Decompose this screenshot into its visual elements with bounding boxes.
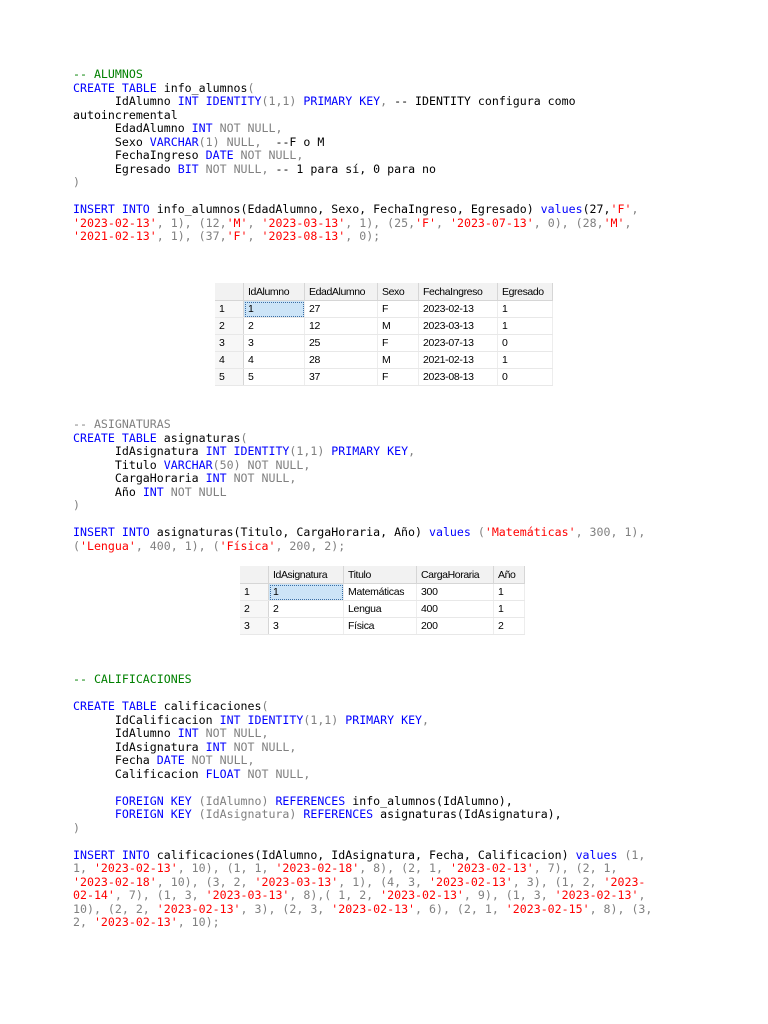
sql-column-name: IdAlumno <box>114 726 178 740</box>
sql-string: 'Física' <box>219 538 276 553</box>
sql-type: INT <box>142 484 164 499</box>
sql-values: , 8), (3, <box>589 901 653 916</box>
sql-null: NOT NULL, <box>198 161 269 176</box>
sql-values: (1, <box>624 847 646 862</box>
sql-keyword: INSERT INTO <box>73 525 150 539</box>
sql-punct: , <box>638 888 646 902</box>
sql-column-name: Calificacion <box>114 766 206 781</box>
sql-column-name: Sexo <box>114 134 150 149</box>
sql-string: '2023-02-13' <box>554 888 639 902</box>
grid-cell[interactable]: F <box>378 335 419 352</box>
grid-cell[interactable]: 0 <box>498 335 553 352</box>
sql-paren: ( <box>477 525 485 539</box>
sql-punct: , <box>436 215 450 230</box>
sql-values: , 3), (1, 2, <box>512 874 604 889</box>
grid-cell[interactable]: 1 <box>498 301 553 318</box>
sql-punct: , <box>247 215 262 230</box>
sql-values: , 0), (28, <box>533 215 604 230</box>
sql-string: '2021-02-13' <box>73 229 157 243</box>
sql-args: (50) <box>212 457 241 472</box>
sql-string: '2023-02-13' <box>449 861 534 875</box>
grid-cell[interactable]: 5 <box>244 369 305 386</box>
table-row[interactable] <box>215 335 553 352</box>
sql-column-name: EdadAlumno <box>114 121 192 135</box>
sql-fk-column: (IdAlumno) <box>191 793 276 808</box>
grid-cell[interactable]: 1 <box>494 601 525 618</box>
sql-values: , 7), (2, 1, <box>533 861 618 875</box>
grid-cell[interactable]: 2023-08-13 <box>419 369 498 386</box>
sql-type: INT <box>191 121 213 135</box>
sql-string: '2023-02-13' <box>156 901 241 916</box>
sql-values: 10), (2, 2, <box>73 901 157 916</box>
sql-null: NOT NULL <box>163 484 227 499</box>
sql-values: , 400, 1), ( <box>135 538 220 553</box>
sql-type: DATE <box>156 753 185 767</box>
sql-args: (1,1) <box>261 94 297 108</box>
sql-column-name: CargaHoraria <box>114 471 206 485</box>
sql-string: '2023-02-18' <box>73 874 157 889</box>
sql-values: , 8),( 1, 2, <box>289 888 381 902</box>
sql-column-name: Fecha <box>114 753 157 767</box>
sql-string: '2023-03-13' <box>261 215 346 230</box>
sql-keyword: values <box>575 847 618 862</box>
sql-column-name: FechaIngreso <box>114 148 206 162</box>
sql-null: NOT NULL, <box>233 148 304 162</box>
grid-cell[interactable]: 2 <box>494 618 525 635</box>
sql-null: NOT NULL, <box>226 471 297 485</box>
sql-type: INT <box>205 471 227 485</box>
row-number[interactable]: 1 <box>240 584 269 601</box>
sql-comment-text: -- IDENTITY configura como <box>387 94 576 108</box>
row-number[interactable]: 3 <box>240 618 269 635</box>
sql-paren: ( <box>247 80 255 95</box>
sql-string: '2023-02-18' <box>275 861 360 875</box>
sql-punct: , <box>408 444 416 458</box>
grid-cell[interactable]: 2 <box>244 318 305 335</box>
sql-string: '2023-02-13' <box>380 888 464 902</box>
sql-paren: ( <box>261 699 269 713</box>
sql-args: (1,1) <box>289 444 325 458</box>
grid-cell[interactable]: 0 <box>498 369 553 386</box>
sql-string: 'M' <box>603 215 625 230</box>
grid-cell[interactable]: 3 <box>269 618 344 635</box>
grid-corner <box>240 566 269 584</box>
row-number[interactable]: 3 <box>215 335 244 352</box>
grid-header-cell[interactable]: IdAlumno <box>244 283 305 301</box>
sql-type: BIT <box>177 161 199 176</box>
sql-column-name: IdAsignatura <box>114 739 206 754</box>
sql-args: (1) <box>198 134 220 149</box>
row-number[interactable]: 1 <box>215 301 244 318</box>
sql-string: '2023-03-13' <box>254 874 339 889</box>
sql-values: , 3), (2, 3, <box>240 901 332 916</box>
sql-keyword: PRIMARY KEY <box>338 712 423 727</box>
grid-cell[interactable]: Lengua <box>344 601 417 618</box>
sql-args: (1,1) <box>303 712 339 727</box>
grid-cell[interactable]: 27 <box>305 301 378 318</box>
sql-column-name: IdAsignatura <box>114 444 206 458</box>
grid-header-row <box>240 566 525 584</box>
sql-paren: ( <box>240 430 248 445</box>
sql-string: '2023-08-13' <box>261 229 346 243</box>
grid-header-cell[interactable]: Sexo <box>378 283 419 301</box>
grid-cell[interactable]: 2023-02-13 <box>419 301 498 318</box>
table-row[interactable] <box>215 369 553 386</box>
grid-cell[interactable]: M <box>378 352 419 369</box>
sql-string: '2023-03-13' <box>205 888 290 902</box>
sql-values: , 200, 2); <box>275 538 346 553</box>
sql-null: NOT NULL, <box>198 726 269 740</box>
sql-punct: , <box>624 215 632 230</box>
sql-string: '2023- <box>603 874 646 889</box>
sql-comment: -- ALUMNOS <box>73 67 143 81</box>
sql-column-name: IdAlumno <box>114 94 178 108</box>
sql-punct: , <box>380 94 388 108</box>
sql-null: NULL, <box>219 134 262 149</box>
sql-keyword: REFERENCES <box>275 793 346 808</box>
sql-keyword: PRIMARY KEY <box>324 444 409 458</box>
grid-cell[interactable]: 28 <box>305 352 378 369</box>
sql-values: , 1), (37, <box>156 229 227 243</box>
sql-comment: -- ASIGNATURAS <box>73 417 171 431</box>
grid-cell[interactable]: 3 <box>244 335 305 352</box>
sql-punct: , <box>631 202 639 216</box>
sql-asignaturas-block <box>73 418 645 553</box>
sql-keyword: INSERT INTO <box>73 202 150 216</box>
grid-cell[interactable]: 2023-03-13 <box>419 318 498 335</box>
table-row[interactable] <box>240 584 525 601</box>
grid-header-cell[interactable]: IdAsignatura <box>269 566 344 584</box>
sql-values: , 1), (12, <box>156 215 227 230</box>
sql-type: FLOAT <box>205 766 241 781</box>
sql-string: 'F' <box>415 215 437 230</box>
grid-header-cell[interactable]: EdadAlumno <box>305 283 378 301</box>
sql-paren: ( <box>73 538 80 553</box>
row-number[interactable]: 5 <box>215 369 244 386</box>
row-number[interactable]: 2 <box>215 318 244 335</box>
sql-keyword: CREATE TABLE <box>73 699 157 713</box>
sql-string: '2023-02-13' <box>331 901 416 916</box>
sql-keyword: REFERENCES <box>303 807 374 821</box>
sql-string: 'F' <box>226 229 248 243</box>
grid-cell[interactable]: 200 <box>417 618 494 635</box>
sql-values: , 10), (1, 1, <box>177 861 276 875</box>
sql-string: 'F' <box>610 202 632 216</box>
sql-values: , 0); <box>345 229 381 243</box>
sql-fk-target: asignaturas(IdAsignatura), <box>373 807 562 821</box>
sql-keyword: FOREIGN KEY <box>114 807 192 821</box>
sql-keyword: PRIMARY KEY <box>296 94 381 108</box>
sql-column-name: Año <box>114 484 143 499</box>
sql-values: , 1), (25, <box>345 215 416 230</box>
grid-cell[interactable]: Física <box>344 618 417 635</box>
grid-cell-selected[interactable]: 1 <box>269 584 344 601</box>
sql-null: NOT NULL, <box>184 753 255 767</box>
sql-null: NOT NULL, <box>240 457 311 472</box>
sql-values: 1, <box>73 861 94 875</box>
grid-cell[interactable]: 4 <box>244 352 305 369</box>
sql-string: '2023-02-13' <box>429 874 513 889</box>
grid-cell[interactable]: 1 <box>498 318 553 335</box>
grid-cell[interactable]: 1 <box>498 352 553 369</box>
table-row[interactable] <box>240 618 525 635</box>
sql-null: NOT NULL, <box>212 121 283 135</box>
grid-cell[interactable]: 1 <box>494 584 525 601</box>
sql-type: INT IDENTITY <box>205 444 290 458</box>
sql-alumnos-block <box>73 68 638 244</box>
sql-values: (27, <box>582 202 611 216</box>
sql-values: , 9), (1, 3, <box>463 888 555 902</box>
sql-null: NOT NULL, <box>226 739 297 754</box>
sql-insert-target: asignaturas(Titulo, CargaHoraria, Año) <box>149 525 429 539</box>
sql-values: , 10); <box>177 915 220 929</box>
sql-values: , 6), (2, 1, <box>415 901 506 916</box>
sql-type: INT IDENTITY <box>219 712 304 727</box>
sql-type: INT IDENTITY <box>177 94 262 108</box>
row-number[interactable]: 2 <box>240 601 269 618</box>
sql-punct: , <box>422 712 430 727</box>
grid-corner <box>215 283 244 301</box>
sql-type: INT <box>205 739 227 754</box>
sql-close: ) <box>73 820 80 835</box>
results-grid-asignaturas <box>240 566 525 635</box>
sql-insert-target: calificaciones(IdAlumno, IdAsignatura, Fecha, Calificacion) <box>149 847 576 862</box>
grid-cell[interactable]: 12 <box>305 318 378 335</box>
sql-comment: -- CALIFICACIONES <box>73 672 192 686</box>
sql-values: , 1), (4, 3, <box>338 874 430 889</box>
table-row[interactable] <box>215 352 553 369</box>
grid-header-cell[interactable]: CargaHoraria <box>417 566 494 584</box>
table-row[interactable] <box>215 318 553 335</box>
sql-keyword: FOREIGN KEY <box>114 793 192 808</box>
grid-cell[interactable]: 37 <box>305 369 378 386</box>
grid-header-cell[interactable]: Titulo <box>344 566 417 584</box>
sql-string: 'M' <box>226 215 248 230</box>
grid-header-cell[interactable]: FechaIngreso <box>419 283 498 301</box>
sql-keyword: CREATE TABLE <box>73 80 157 95</box>
sql-values: 2, <box>73 915 94 929</box>
sql-column-name: Titulo <box>114 457 164 472</box>
results-grid-alumnos <box>215 283 553 386</box>
sql-string: '2023-02-15' <box>505 901 590 916</box>
sql-keyword: values <box>428 525 471 539</box>
sql-punct: , <box>247 229 262 243</box>
grid-header-row <box>215 283 553 301</box>
sql-comment-text: --F o M <box>261 134 325 149</box>
sql-close: ) <box>73 498 80 512</box>
sql-column-name: Egresado <box>114 161 178 176</box>
sql-column-name: IdCalificacion <box>114 712 220 727</box>
sql-table-name: info_alumnos <box>156 80 248 95</box>
sql-string: 02-14' <box>73 888 115 902</box>
sql-values: , 8), (2, 1, <box>359 861 450 875</box>
sql-string: 'Lengua' <box>79 538 136 553</box>
sql-close: ) <box>73 175 80 189</box>
sql-fk-column: (IdAsignatura) <box>191 807 304 821</box>
sql-table-name: asignaturas <box>156 430 241 445</box>
sql-insert-target: info_alumnos(EdadAlumno, Sexo, FechaIngreso, Egresado) <box>149 202 541 216</box>
grid-cell[interactable]: 2023-07-13 <box>419 335 498 352</box>
sql-comment-text: autoincremental <box>73 107 178 122</box>
sql-string: '2023-02-13' <box>93 915 178 929</box>
table-row[interactable] <box>215 301 553 318</box>
grid-header-cell[interactable]: Egresado <box>498 283 553 301</box>
grid-header-cell[interactable]: Año <box>494 566 525 584</box>
sql-keyword: CREATE TABLE <box>73 430 157 445</box>
sql-type: VARCHAR <box>149 134 199 149</box>
sql-table-name: calificaciones <box>156 699 262 713</box>
sql-type: VARCHAR <box>163 457 213 472</box>
grid-cell[interactable]: 300 <box>417 584 494 601</box>
sql-keyword: INSERT INTO <box>73 847 150 862</box>
grid-cell[interactable]: 25 <box>305 335 378 352</box>
grid-cell[interactable]: 400 <box>417 601 494 618</box>
sql-type: DATE <box>205 148 234 162</box>
sql-fk-target: info_alumnos(IdAlumno), <box>345 793 513 808</box>
sql-keyword: values <box>540 202 583 216</box>
sql-values: , 10), (3, 2, <box>156 874 255 889</box>
sql-string: '2023-07-13' <box>450 215 534 230</box>
sql-values: , 7), (1, 3, <box>114 888 206 902</box>
row-number[interactable]: 4 <box>215 352 244 369</box>
grid-cell[interactable]: 2 <box>269 601 344 618</box>
sql-type: INT <box>177 726 199 740</box>
grid-cell[interactable]: F <box>378 369 419 386</box>
sql-comment-text: -- 1 para sí, 0 para no <box>268 161 437 176</box>
sql-calificaciones-block <box>73 673 652 930</box>
grid-cell[interactable]: M <box>378 318 419 335</box>
sql-string: '2023-02-13' <box>93 861 178 875</box>
sql-values: , 300, 1), <box>575 525 646 539</box>
grid-cell[interactable]: F <box>378 301 419 318</box>
grid-cell[interactable]: 2021-02-13 <box>419 352 498 369</box>
sql-string: 'Matemáticas' <box>484 525 576 539</box>
grid-cell[interactable]: Matemáticas <box>344 584 417 601</box>
grid-cell-selected[interactable]: 1 <box>244 301 305 318</box>
sql-string: '2023-02-13' <box>73 215 157 230</box>
sql-null: NOT NULL, <box>240 766 311 781</box>
table-row[interactable] <box>240 601 525 618</box>
